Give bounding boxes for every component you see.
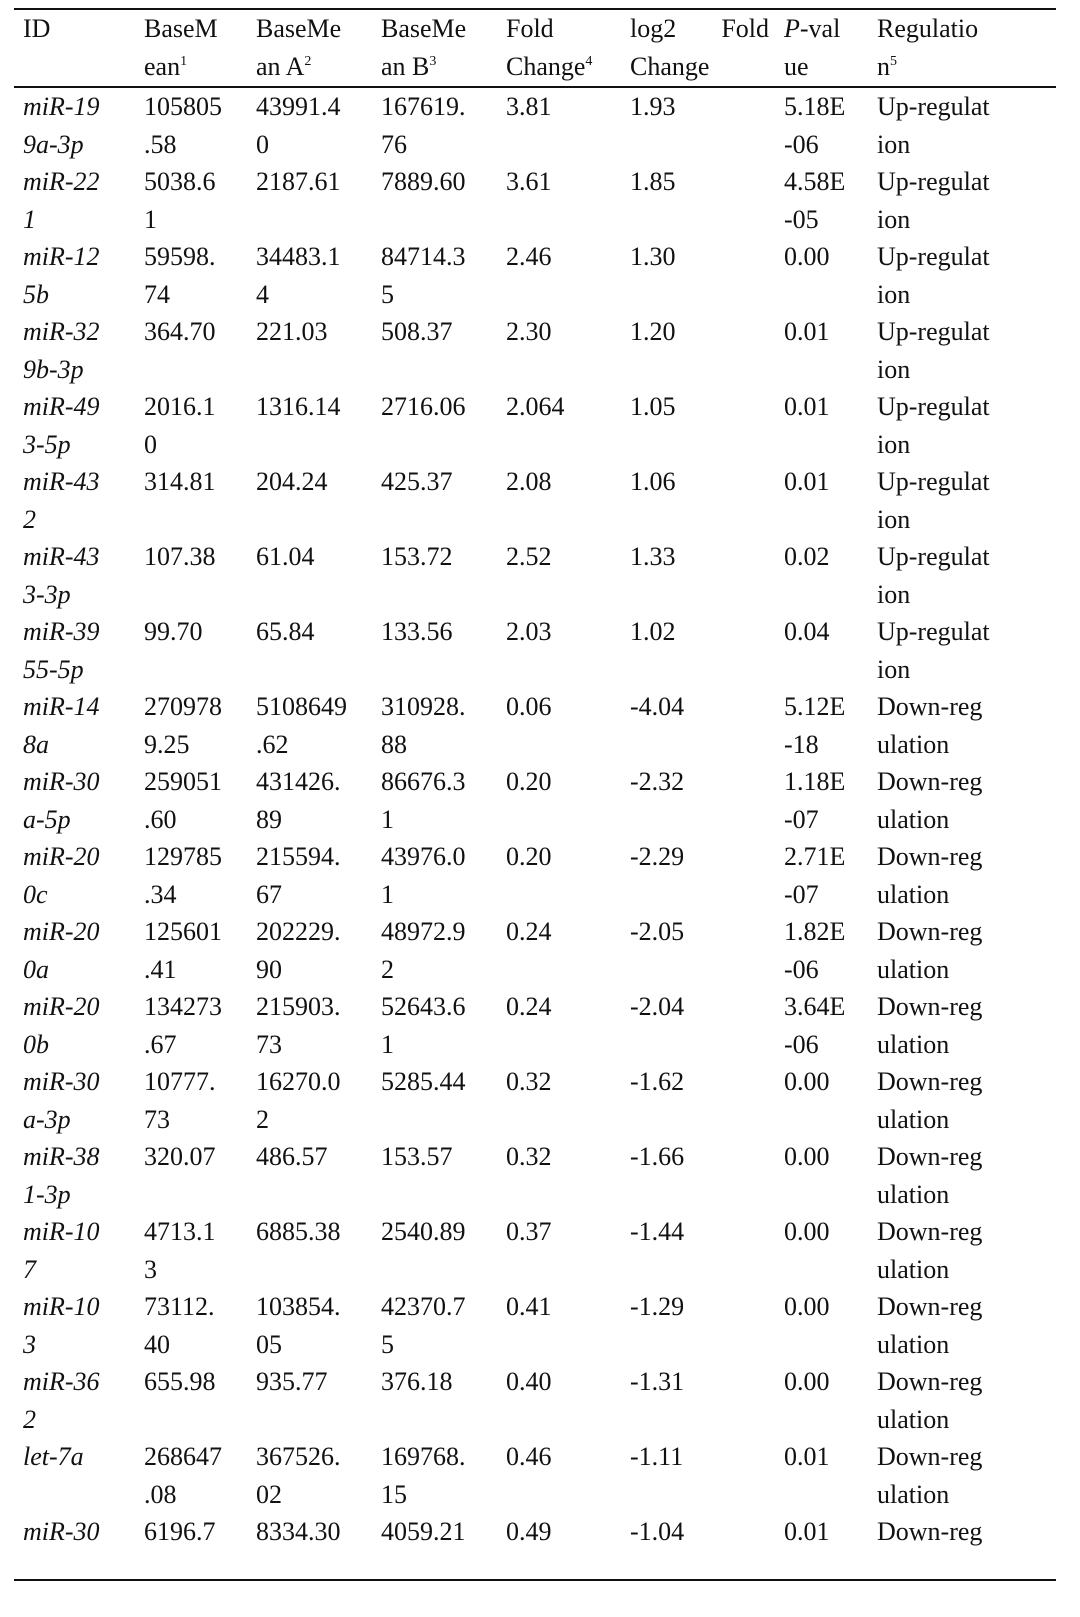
regulation-value: Up-regulat ion bbox=[877, 617, 990, 684]
mirna-id: miR-49 3-5p bbox=[23, 392, 100, 459]
table-row bbox=[14, 913, 1056, 988]
table-row bbox=[14, 1213, 1056, 1288]
log2-fold-change-value: 1.33 bbox=[630, 542, 676, 571]
table-body bbox=[14, 87, 1056, 1580]
p-value: 3.64E -06 bbox=[784, 992, 846, 1059]
basemean-a-value: 1316.14 bbox=[256, 392, 341, 421]
basemean-b-value: 167619. 76 bbox=[381, 92, 466, 159]
basemean-b-value: 425.37 bbox=[381, 467, 453, 496]
regulation-value: Up-regulat ion bbox=[877, 242, 990, 309]
mirna-id: miR-43 3-3p bbox=[23, 542, 100, 609]
regulation-value: Up-regulat ion bbox=[877, 467, 990, 534]
basemean-b-value: 153.57 bbox=[381, 1142, 453, 1171]
mirna-id: miR-20 0a bbox=[23, 917, 100, 984]
log2-fold-change-value: -2.05 bbox=[630, 917, 685, 946]
table-row bbox=[14, 1363, 1056, 1438]
mirna-id: miR-30 a-3p bbox=[23, 1067, 100, 1134]
log2-fold-change-value: 1.85 bbox=[630, 167, 676, 196]
fold-change-value: 2.03 bbox=[506, 617, 552, 646]
basemean-b-value: 5285.44 bbox=[381, 1067, 466, 1096]
basemean-b-value: 4059.21 bbox=[381, 1517, 466, 1546]
fold-change-value: 0.49 bbox=[506, 1517, 552, 1546]
basemean-value: 134273 .67 bbox=[144, 992, 222, 1059]
basemean-b-value: 169768. 15 bbox=[381, 1442, 466, 1509]
basemean-a-value: 103854. 05 bbox=[256, 1292, 341, 1359]
regulation-value: Down-reg bbox=[877, 1517, 983, 1546]
basemean-value: 73112. 40 bbox=[144, 1292, 215, 1359]
basemean-a-value: 367526. 02 bbox=[256, 1442, 341, 1509]
mirna-id: miR-38 1-3p bbox=[23, 1142, 100, 1209]
table-row bbox=[14, 763, 1056, 838]
basemean-value: 125601 .41 bbox=[144, 917, 222, 984]
basemean-a-value: 65.84 bbox=[256, 617, 315, 646]
header-basemean-a: BaseMe an $A^2$ bbox=[256, 14, 342, 81]
basemean-b-value: 52643.6 1 bbox=[381, 992, 466, 1059]
log2-fold-change-value: -1.66 bbox=[630, 1142, 685, 1171]
mirna-id: miR-10 3 bbox=[23, 1292, 100, 1359]
mirna-expression-table bbox=[14, 8, 1056, 1581]
regulation-value: Down-reg ulation bbox=[877, 917, 983, 984]
regulation-value: Down-reg ulation bbox=[877, 1367, 983, 1434]
regulation-value: Down-reg ulation bbox=[877, 1067, 983, 1134]
fold-change-value: 0.37 bbox=[506, 1217, 552, 1246]
basemean-a-value: 5108649 .62 bbox=[256, 692, 347, 759]
log2-fold-change-value: -4.04 bbox=[630, 692, 685, 721]
mirna-id: miR-30 a-5p bbox=[23, 767, 100, 834]
fold-change-value: 2.064 bbox=[506, 392, 565, 421]
p-value: 4.58E -05 bbox=[784, 167, 846, 234]
fold-change-value: 3.81 bbox=[506, 92, 552, 121]
basemean-a-value: 34483.1 4 bbox=[256, 242, 341, 309]
basemean-value: 10777. 73 bbox=[144, 1067, 216, 1134]
regulation-value: Up-regulat ion bbox=[877, 167, 990, 234]
mirna-id: miR-43 2 bbox=[23, 467, 100, 534]
table-row bbox=[14, 538, 1056, 613]
basemean-b-value: 7889.60 bbox=[381, 167, 466, 196]
mirna-id: miR-19 9a-3p bbox=[23, 92, 100, 159]
basemean-value: 268647 .08 bbox=[144, 1442, 222, 1509]
header-basemean: BaseM ean$^1$ bbox=[144, 14, 218, 81]
p-value: 0.00 bbox=[784, 1067, 830, 1096]
regulation-value: Down-reg ulation bbox=[877, 767, 983, 834]
table-row bbox=[14, 838, 1056, 913]
p-value: 0.01 bbox=[784, 1517, 830, 1546]
basemean-a-value: 221.03 bbox=[256, 317, 328, 346]
log2-fold-change-value: -2.29 bbox=[630, 842, 685, 871]
mirna-id: miR-10 7 bbox=[23, 1217, 100, 1284]
basemean-value: 5038.6 1 bbox=[144, 167, 216, 234]
fold-change-value: 2.46 bbox=[506, 242, 552, 271]
log2-fold-change-value: -1.62 bbox=[630, 1067, 685, 1096]
p-value: 2.71E -07 bbox=[784, 842, 846, 909]
basemean-value: 259051 .60 bbox=[144, 767, 222, 834]
p-value: 0.01 bbox=[784, 317, 830, 346]
log2-fold-change-value: 1.02 bbox=[630, 617, 676, 646]
basemean-value: 4713.1 3 bbox=[144, 1217, 216, 1284]
header-p-value: P-val ue bbox=[784, 14, 841, 81]
regulation-value: Down-reg ulation bbox=[877, 992, 983, 1059]
table-row bbox=[14, 688, 1056, 763]
mirna-id: miR-36 2 bbox=[23, 1367, 100, 1434]
log2-fold-change-value: -1.31 bbox=[630, 1367, 685, 1396]
p-value: 0.00 bbox=[784, 242, 830, 271]
basemean-a-value: 202229. 90 bbox=[256, 917, 341, 984]
header-id: ID bbox=[23, 14, 51, 43]
p-value: 5.12E -18 bbox=[784, 692, 846, 759]
basemean-value: 99.70 bbox=[144, 617, 203, 646]
header-row bbox=[14, 9, 1056, 87]
header-regulation: Regulatio $n^5$ bbox=[877, 14, 979, 81]
basemean-a-value: 8334.30 bbox=[256, 1517, 341, 1546]
p-value: 0.00 bbox=[784, 1142, 830, 1171]
log2-fold-change-value: -2.04 bbox=[630, 992, 685, 1021]
table-row bbox=[14, 238, 1056, 313]
mirna-id: miR-20 0c bbox=[23, 842, 100, 909]
basemean-b-value: 2540.89 bbox=[381, 1217, 466, 1246]
fold-change-value: 3.61 bbox=[506, 167, 552, 196]
mirna-id: miR-32 9b-3p bbox=[23, 317, 100, 384]
basemean-a-value: 431426. 89 bbox=[256, 767, 341, 834]
basemean-b-value: 133.56 bbox=[381, 617, 453, 646]
basemean-a-value: 2187.61 bbox=[256, 167, 341, 196]
basemean-a-value: 61.04 bbox=[256, 542, 315, 571]
basemean-b-value: 2716.06 bbox=[381, 392, 466, 421]
log2-fold-change-value: 1.20 bbox=[630, 317, 676, 346]
header-log2-fold-change: log2 Fold Change bbox=[630, 14, 769, 81]
regulation-value: Down-reg ulation bbox=[877, 1292, 983, 1359]
basemean-a-value: 43991.4 0 bbox=[256, 92, 341, 159]
header-fold-change: Fold Change$^4$ bbox=[506, 14, 593, 81]
basemean-a-value: 215594. 67 bbox=[256, 842, 341, 909]
basemean-value: 655.98 bbox=[144, 1367, 216, 1396]
basemean-value: 129785 .34 bbox=[144, 842, 222, 909]
fold-change-value: 0.32 bbox=[506, 1142, 552, 1171]
regulation-value: Down-reg ulation bbox=[877, 1442, 983, 1509]
regulation-value: Up-regulat ion bbox=[877, 392, 990, 459]
log2-fold-change-value: 1.05 bbox=[630, 392, 676, 421]
p-value: 1.82E -06 bbox=[784, 917, 846, 984]
mirna-id: miR-39 55-5p bbox=[23, 617, 100, 684]
table-row bbox=[14, 613, 1056, 688]
p-value: 0.02 bbox=[784, 542, 830, 571]
fold-change-value: 2.52 bbox=[506, 542, 552, 571]
basemean-value: 59598. 74 bbox=[144, 242, 216, 309]
basemean-b-value: 376.18 bbox=[381, 1367, 453, 1396]
p-value: 1.18E -07 bbox=[784, 767, 846, 834]
p-value: 0.01 bbox=[784, 1442, 830, 1471]
basemean-b-value: 42370.7 5 bbox=[381, 1292, 466, 1359]
basemean-b-value: 84714.3 5 bbox=[381, 242, 466, 309]
fold-change-value: 2.30 bbox=[506, 317, 552, 346]
fold-change-value: 0.24 bbox=[506, 917, 552, 946]
p-value: 0.01 bbox=[784, 467, 830, 496]
basemean-a-value: 215903. 73 bbox=[256, 992, 341, 1059]
table-row bbox=[14, 388, 1056, 463]
table-row bbox=[14, 1138, 1056, 1213]
fold-change-value: 0.41 bbox=[506, 1292, 552, 1321]
fold-change-value: 0.24 bbox=[506, 992, 552, 1021]
regulation-value: Up-regulat ion bbox=[877, 92, 990, 159]
fold-change-value: 0.40 bbox=[506, 1367, 552, 1396]
fold-change-value: 2.08 bbox=[506, 467, 552, 496]
fold-change-value: 0.06 bbox=[506, 692, 552, 721]
basemean-a-value: 16270.0 2 bbox=[256, 1067, 341, 1134]
basemean-value: 320.07 bbox=[144, 1142, 216, 1171]
log2-fold-change-value: -1.29 bbox=[630, 1292, 685, 1321]
p-value: 0.00 bbox=[784, 1292, 830, 1321]
mirna-id: miR-30 bbox=[23, 1517, 100, 1546]
log2-fold-change-value: 1.30 bbox=[630, 242, 676, 271]
regulation-value: Down-reg ulation bbox=[877, 692, 983, 759]
basemean-value: 2016.1 0 bbox=[144, 392, 216, 459]
table-row bbox=[14, 1063, 1056, 1138]
basemean-b-value: 153.72 bbox=[381, 542, 453, 571]
basemean-value: 6196.7 bbox=[144, 1517, 216, 1546]
log2-fold-change-value: -1.11 bbox=[630, 1442, 684, 1471]
p-value: 5.18E -06 bbox=[784, 92, 846, 159]
mirna-id: miR-20 0b bbox=[23, 992, 100, 1059]
log2-fold-change-value: 1.93 bbox=[630, 92, 676, 121]
basemean-value: 105805 .58 bbox=[144, 92, 222, 159]
fold-change-value: 0.46 bbox=[506, 1442, 552, 1471]
p-value: 0.00 bbox=[784, 1217, 830, 1246]
log2-fold-change-value: -1.44 bbox=[630, 1217, 685, 1246]
regulation-value: Down-reg ulation bbox=[877, 842, 983, 909]
basemean-value: 270978 9.25 bbox=[144, 692, 222, 759]
regulation-value: Down-reg ulation bbox=[877, 1142, 983, 1209]
mirna-id: miR-12 5b bbox=[23, 242, 100, 309]
log2-fold-change-value: -2.32 bbox=[630, 767, 685, 796]
table-row bbox=[14, 87, 1056, 163]
fold-change-value: 0.32 bbox=[506, 1067, 552, 1096]
table-row bbox=[14, 463, 1056, 538]
table-row bbox=[14, 1438, 1056, 1513]
mirna-id: miR-22 1 bbox=[23, 167, 100, 234]
log2-fold-change-value: -1.04 bbox=[630, 1517, 685, 1546]
table-row bbox=[14, 988, 1056, 1063]
basemean-value: 364.70 bbox=[144, 317, 216, 346]
fold-change-value: 0.20 bbox=[506, 767, 552, 796]
basemean-b-value: 508.37 bbox=[381, 317, 453, 346]
basemean-b-value: 48972.9 2 bbox=[381, 917, 466, 984]
basemean-a-value: 204.24 bbox=[256, 467, 328, 496]
basemean-b-value: 86676.3 1 bbox=[381, 767, 466, 834]
log2-fold-change-value: 1.06 bbox=[630, 467, 676, 496]
basemean-a-value: 6885.38 bbox=[256, 1217, 341, 1246]
mirna-id: let-7a bbox=[23, 1442, 84, 1471]
mirna-id: miR-14 8a bbox=[23, 692, 100, 759]
table-row bbox=[14, 313, 1056, 388]
basemean-b-value: 310928. 88 bbox=[381, 692, 466, 759]
basemean-b-value: 43976.0 1 bbox=[381, 842, 466, 909]
fold-change-value: 0.20 bbox=[506, 842, 552, 871]
basemean-a-value: 935.77 bbox=[256, 1367, 328, 1396]
p-value: 0.04 bbox=[784, 617, 830, 646]
regulation-value: Down-reg ulation bbox=[877, 1217, 983, 1284]
basemean-value: 107.38 bbox=[144, 542, 216, 571]
basemean-value: 314.81 bbox=[144, 467, 216, 496]
regulation-value: Up-regulat ion bbox=[877, 542, 990, 609]
header-basemean-b: BaseMe an $B^3$ bbox=[381, 14, 467, 81]
table-row bbox=[14, 1288, 1056, 1363]
table-row bbox=[14, 163, 1056, 238]
basemean-a-value: 486.57 bbox=[256, 1142, 328, 1171]
p-value: 0.00 bbox=[784, 1367, 830, 1396]
regulation-value: Up-regulat ion bbox=[877, 317, 990, 384]
p-value: 0.01 bbox=[784, 392, 830, 421]
table-row bbox=[14, 1513, 1056, 1580]
